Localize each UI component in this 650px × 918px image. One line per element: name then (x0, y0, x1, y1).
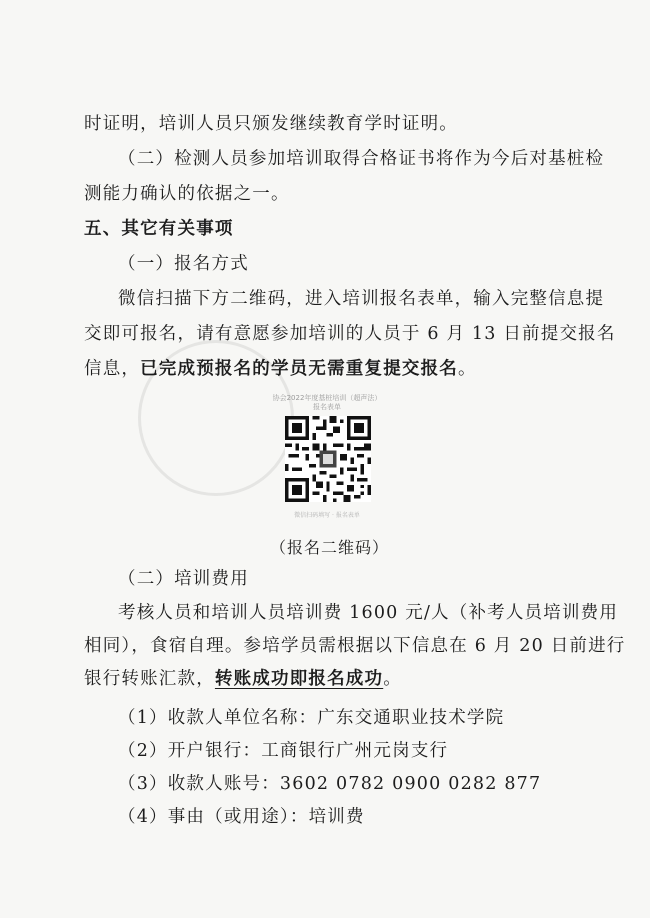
text-bold-underlined: 转账成功即报名成功 (214, 669, 384, 689)
qr-caption: （报名二维码） (270, 538, 390, 557)
payment-item: （2）开户银行：工商银行广州元岗支行 (118, 741, 449, 761)
para-line: 微信扫描下方二维码，进入培训报名表单，输入完整信息提 (118, 289, 605, 309)
text-normal: 信息， (84, 359, 141, 379)
qr-footer-text: 微信扫码填写 · 报名表单 (294, 512, 360, 519)
subsection-heading: （二）培训费用 (118, 569, 249, 589)
para-line: （二）检测人员参加培训取得合格证书将作为今后对基桩检 (118, 149, 605, 169)
payment-item: （1）收款人单位名称：广东交通职业技术学院 (118, 708, 505, 728)
qr-code[interactable] (285, 416, 371, 502)
payment-item: （4）事由（或用途）：培训费 (118, 807, 365, 827)
payment-item: （3）收款人账号：3602 0782 0900 0282 877 (118, 774, 542, 794)
subsection-heading: （一）报名方式 (118, 254, 249, 274)
para-line: 相同），食宿自理。参培学员需根据以下信息在 6 月 20 日前进行 (84, 636, 626, 656)
registration-qr-card (272, 394, 382, 529)
section-heading: 五、其它有关事项 (84, 219, 234, 239)
para-line (84, 357, 477, 381)
para-line (84, 667, 402, 691)
para-line: 考核人员和培训人员培训费 1600 元/人（补考人员培训费用 (118, 603, 619, 623)
para-line: 测能力确认的依据之一。 (84, 184, 290, 204)
qr-title: 协会2022年度基桩培训（超声法）报名表单 (272, 394, 382, 411)
para-line: 交即可报名，请有意愿参加培训的人员于 6 月 13 日前提交报名 (84, 324, 616, 344)
text-normal: 。 (383, 669, 402, 689)
text-normal: 。 (458, 359, 477, 379)
para-line: 时证明，培训人员只颁发继续教育学时证明。 (84, 114, 458, 134)
text-normal: 银行转账汇款， (84, 669, 215, 689)
text-bold: 已完成预报名的学员无需重复提交报名 (140, 359, 459, 379)
